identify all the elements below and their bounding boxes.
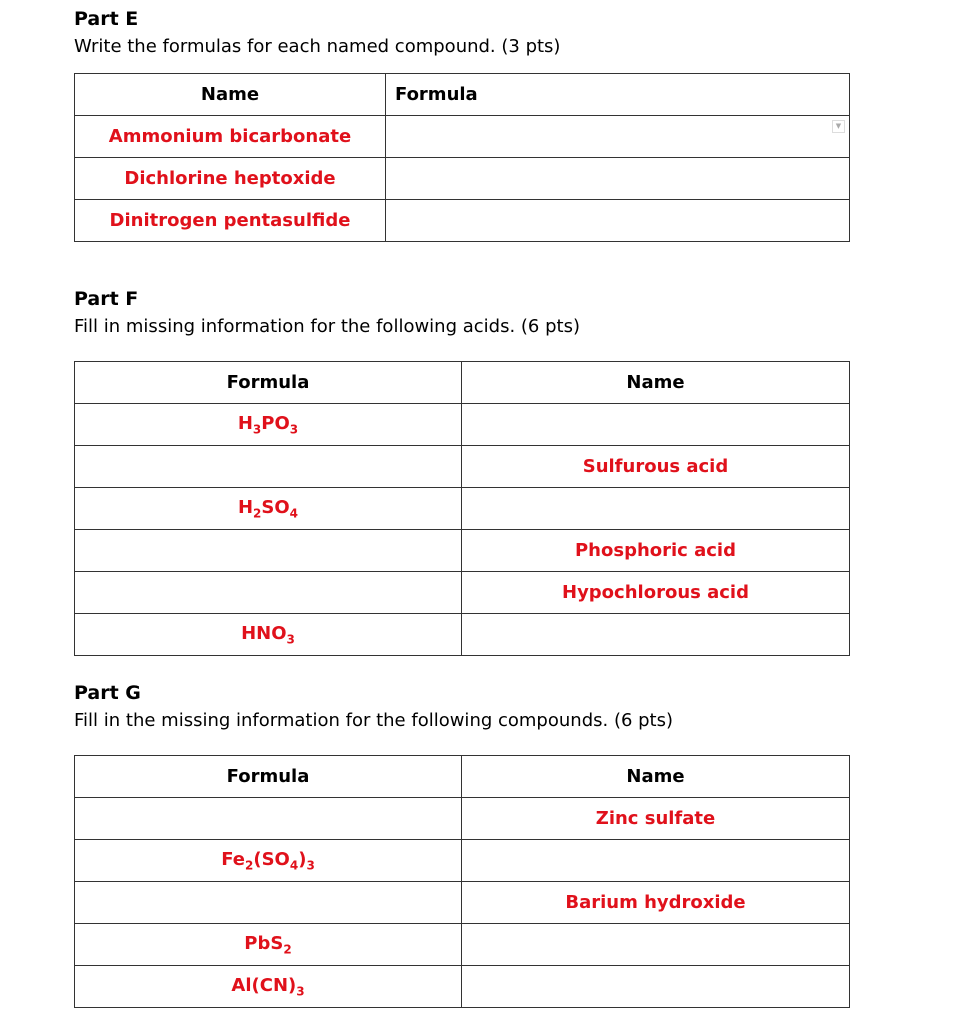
header-name: Name	[462, 362, 850, 404]
formula-answer-cell[interactable]	[75, 446, 462, 488]
compound-name: Dichlorine heptoxide	[75, 158, 386, 200]
acid-name: Phosphoric acid	[462, 530, 850, 572]
table-row	[75, 614, 850, 656]
table-header-row	[75, 756, 850, 798]
formula-answer-cell[interactable]	[75, 530, 462, 572]
formula-answer-cell[interactable]	[75, 572, 462, 614]
table-row	[75, 446, 850, 488]
table-row	[75, 924, 850, 966]
compound-name: Ammonium bicarbonate	[75, 116, 386, 158]
compound-name: Dinitrogen pentasulfide	[75, 200, 386, 242]
formula-answer-cell[interactable]	[75, 798, 462, 840]
part-f-table	[74, 361, 850, 656]
compound-formula: $Fe_2(SO_4)_3$	[75, 840, 462, 882]
formula-answer-cell[interactable]	[386, 200, 850, 242]
compound-formula: $Al(CN)_3$	[75, 966, 462, 1008]
compound-name: Barium hydroxide	[462, 882, 850, 924]
name-answer-cell[interactable]	[462, 966, 850, 1008]
acid-name: Hypochlorous acid	[462, 572, 850, 614]
part-g-table	[74, 755, 850, 1008]
formula-answer-cell[interactable]	[386, 116, 850, 158]
name-answer-cell[interactable]	[462, 924, 850, 966]
compound-name: Zinc sulfate	[462, 798, 850, 840]
table-row	[75, 488, 850, 530]
name-answer-cell[interactable]	[462, 488, 850, 530]
header-name: Name	[462, 756, 850, 798]
part-e-table	[74, 73, 850, 242]
table-row	[75, 158, 850, 200]
part-g-title: Part G	[74, 682, 141, 704]
acid-name: Sulfurous acid	[462, 446, 850, 488]
table-row	[75, 572, 850, 614]
part-f-title: Part F	[74, 288, 139, 310]
acid-formula: $H_2SO_4$	[75, 488, 462, 530]
table-row	[75, 840, 850, 882]
table-row	[75, 966, 850, 1008]
acid-formula: $HNO_3$	[75, 614, 462, 656]
part-e-title: Part E	[74, 8, 139, 30]
part-g-description: Fill in the missing information for the following compounds. (6 pts)	[74, 710, 674, 731]
header-formula: Formula	[386, 74, 850, 116]
name-answer-cell[interactable]	[462, 404, 850, 446]
formula-answer-cell[interactable]	[75, 882, 462, 924]
table-row	[75, 530, 850, 572]
acid-formula: $H_3PO_3$	[75, 404, 462, 446]
formula-answer-cell[interactable]	[386, 158, 850, 200]
table-row	[75, 116, 850, 158]
chevron-down-icon[interactable]: ▼	[832, 120, 845, 133]
table-row	[75, 200, 850, 242]
part-e-description: Write the formulas for each named compound. (3 pts)	[74, 36, 561, 57]
name-answer-cell[interactable]	[462, 840, 850, 882]
header-formula: Formula	[75, 362, 462, 404]
table-header-row	[75, 362, 850, 404]
header-name: Name	[75, 74, 386, 116]
table-row	[75, 882, 850, 924]
table-header-row	[75, 74, 850, 116]
compound-formula: PbS$_2$	[75, 924, 462, 966]
name-answer-cell[interactable]	[462, 614, 850, 656]
table-row	[75, 798, 850, 840]
header-formula: Formula	[75, 756, 462, 798]
table-row	[75, 404, 850, 446]
part-f-description: Fill in missing information for the following acids. (6 pts)	[74, 316, 580, 337]
